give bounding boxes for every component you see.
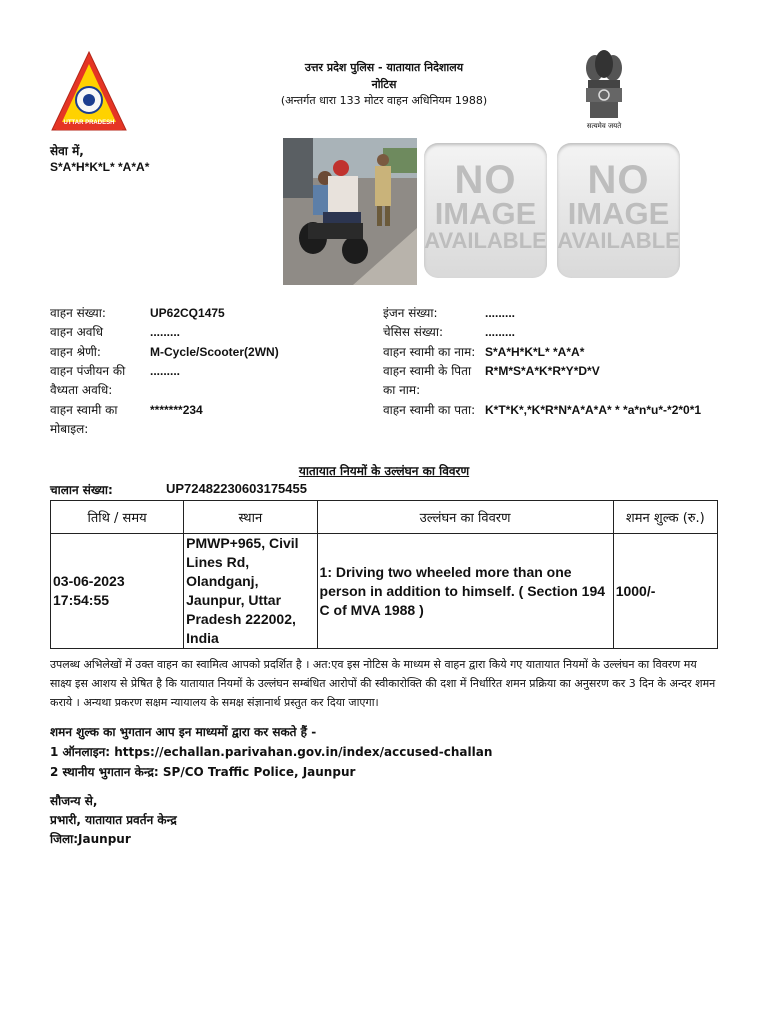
no-image-placeholder-2 [557, 143, 680, 278]
payment-heading: शमन शुल्क का भुगतान आप इन माध्यमों द्वारा कर सकते हैं - [50, 725, 317, 739]
owner-name-value: S*A*H*K*L* *A*A* [485, 345, 585, 359]
violation-description: 1: Driving two wheeled more than one person in addition to himself. ( Section 194 C of MVA 1988 ) [317, 534, 613, 649]
violation-place: PMWP+965, Civil Lines Rd, Olandganj, Jaunpur, Uttar Pradesh 222002, India [184, 534, 317, 649]
officer-text: प्रभारी, यातायात प्रवर्तन केन्द्र [50, 813, 177, 827]
no-image-text: AVAILABLE [557, 228, 680, 253]
notice-paragraph: उपलब्ध अभिलेखों में उक्त वाहन का स्वामित्व आपको प्रदर्शित है । अत:एव इस नोटिस के माध्यम से वाहन द्वारा किये गए यातायात नियमों के उल्लंघन का विवरण मय साक्ष्य इस आशय से प्रेषित है कि यातायात नियमों के उल्लंघन सम्बंधित आरोपों की स्वीकारोक्ति की दशा में निर्धारित शमन प्रक्रिया का अनुसरण कर 3 दिन के अन्दर शमन कराये । अन्यथा प्रकरण सक्षम न्यायालय के समक्ष संज्ञानार्थ प्रस्तुत कर दिया जाएगा। [50, 658, 716, 709]
vehicle-number-value: UP62CQ1475 [150, 306, 225, 320]
no-image-placeholder-1 [424, 143, 547, 278]
no-image-text: IMAGE [434, 196, 537, 231]
no-image-text: NO [454, 158, 517, 202]
evidence-photo [283, 138, 417, 285]
no-image-text: AVAILABLE [424, 228, 547, 253]
chassis-number-label: चेसिस संख्या: [383, 325, 444, 339]
payment-local: 2 स्थानीय भुगतान केन्द्र: SP/CO Traffic Police, Jaunpur [50, 765, 356, 779]
owner-father-name-label: वाहन स्वामी के पिता का नाम: [383, 364, 472, 397]
challan-number-label: चालान संख्या: [50, 483, 113, 497]
owner-mobile-value: *******234 [150, 403, 203, 417]
owner-name-label: वाहन स्वामी का नाम: [383, 345, 476, 359]
vehicle-period-value: ......... [150, 325, 181, 339]
recipient-name: S*A*H*K*L* *A*A* [50, 160, 150, 174]
act-subtitle: (अन्तर्गत धारा 133 मोटर वाहन अधिनियम 1988) [280, 94, 488, 107]
no-image-text: IMAGE [567, 196, 670, 231]
org-title: उत्तर प्रदेश पुलिस - यातायात निदेशालय [304, 61, 464, 74]
challan-number-value: UP72482230603175455 [166, 481, 307, 496]
registration-validity-label: वाहन पंजीयन की वैध्यता अवधि: [50, 364, 126, 397]
salutation: सेवा में, [50, 144, 84, 158]
owner-address-value: K*T*K*,*K*R*N*A*A*A* * *a*n*u*-*2*0*1 [485, 403, 702, 417]
emblem-caption: सत्यमेव जयते [586, 122, 622, 130]
no-image-text: NO [587, 158, 650, 202]
engine-number-value: ......... [485, 306, 516, 320]
engine-number-label: इंजन संख्या: [383, 306, 438, 320]
national-emblem-icon [578, 48, 630, 134]
notice-title: नोटिस [371, 78, 397, 91]
chassis-number-value: ......... [485, 325, 516, 339]
violation-datetime: 03-06-2023 17:54:55 [51, 534, 184, 649]
owner-father-name-value: R*M*S*A*K*R*Y*D*V [485, 364, 600, 378]
table-row [51, 534, 718, 649]
violation-heading: यातायात नियमों के उल्लंघन का विवरण [298, 464, 470, 478]
vehicle-category-label: वाहन श्रेणी: [50, 345, 101, 359]
violation-table [50, 500, 718, 649]
logo-bottom-text: UTTAR PRADESH [63, 120, 115, 126]
owner-mobile-label: वाहन स्वामी का मोबाइल: [50, 403, 118, 436]
column-header-fine: शमन शुल्क (रु.) [613, 501, 717, 534]
vehicle-period-label: वाहन अवधि [50, 325, 103, 339]
column-header-place: स्थान [184, 501, 317, 534]
violation-fine: 1000/- [613, 534, 717, 649]
courtesy-text: सौजन्य से, [50, 794, 98, 808]
column-header-datetime: तिथि / समय [51, 501, 184, 534]
payment-online: 1 ऑनलाइन: https://echallan.parivahan.gov.in/index/accused-challan [50, 745, 493, 759]
district-text: जिला:Jaunpur [50, 832, 131, 846]
vehicle-category-value: M-Cycle/Scooter(2WN) [150, 345, 279, 359]
column-header-description: उल्लंघन का विवरण [317, 501, 613, 534]
registration-validity-value: ......... [150, 364, 181, 378]
owner-address-label: वाहन स्वामी का पता: [383, 403, 476, 417]
table-header-row [51, 501, 718, 534]
vehicle-number-label: वाहन संख्या: [50, 306, 106, 320]
